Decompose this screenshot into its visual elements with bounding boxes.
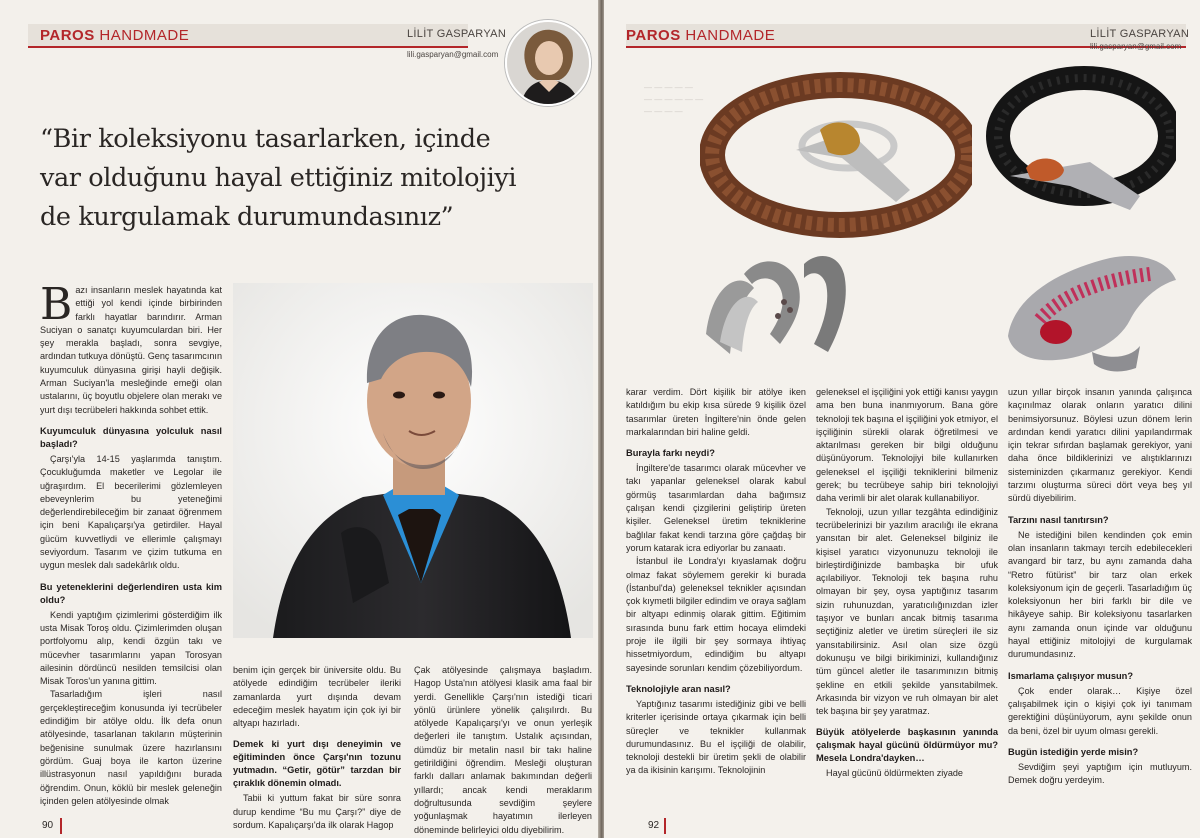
page-number: 90 [42,820,54,831]
drop-cap: B [40,279,73,330]
author-name: LİLİT GASPARYAN [407,28,507,40]
page-number-bar [664,818,666,834]
author-email: lili.gasparyan@gmail.com [407,50,499,59]
answer-paragraph: Tasarladığım işleri nasıl gerçekleştireceğim konusunda iyi tecrübeler edindiğim bir atölye oldu. İlk defa onun atölyesinde, tasarlanan takıların müşterinin beğenisine sunulmak üzere hazırlansını gördüm. Guaj boya ile karton üzerine illüstrasyonun nasıl yapıldığını burada öğrendim. Onun, köklü bir meslek geleneğin içinden gelen atölyesinde olmak [40,689,222,806]
answer-paragraph: İstanbul ile Londra'yı kıyaslamak doğru olmaz fakat söylemem gerekir ki burada (İstanbul'da) geleneksel teknikler açısından çok kıymetli bilgiler edindim ve oraya sağlam bir altyapı edinmiş olarak gittim. Eğitimim sırasında bunu fark ettim hocaya elimdeki proje ile ilgili bir şey sormaya ihtiyaç hissetmiyordum, edindiğim bu altyapı sayesinde sorunları kendim çözebiliyordum. [626,556,806,673]
spiked-ring-photo [1000,240,1182,374]
belt-black-photo [980,56,1176,234]
right-page [604,0,1200,838]
answer-paragraph: Teknoloji, uzun yıllar tezgâhta edindiğiniz tecrübelerinizi bir yazılım aracılığı ile ekrana yansıtan bir alet. Geleneksel bilginiz ile kişisel yaratıcı vizyonunuzu teknoloji ile birleştirdiğinizde bambaşka bir ufuk açılabiliyor. Teknoloji tek başına ruhu olmayan bir şey, oysa yaptığınız tasarım sizin ruhunuzdan, yaratıcılığınızdan izler taşıyor ve bunları ancak bitmiş tasarıma seçtiğiniz aletler ve üretim süreçleri ile siz yansıtabilirsiniz. Asıl olan size özgü dokunuşu ve bilgi birikiminizi, kullandığınız tüm güncel aletler ile tasarımınızın bitmiş şekline en etkili şekilde yansıtabilmek. Arkasında bir vizyon ve ruh olmayan bir alet tek başına bir şey yaratmaz. [816,506,998,717]
question-heading: Teknolojiyle aran nasıl? [626,683,731,694]
question-heading: Büyük atölyelerde başkasının yanında çalışmak hayal gücünü öldürmüyor mu? Mesela Londra'dayken… [816,727,998,764]
left-column-1 [40,279,222,808]
page-number-bar [60,818,62,834]
brand-thin: HANDMADE [94,26,190,44]
intro-paragraph: azı insanların meslek hayatında kat ettiği yol kendi içinde birbirinden farklı hayatlar barındırır. Arman Suciyan o sanatçı kuyumculardan biri. Her şey merakla başladı, sonra sevgiye, ardından tutkuya dönüştü. Genç tasarımcının kuyumculuk dünyasına girişi hayli değişik. Arman Suciyan'la mesleğinde emeği olan ustalarını, üç boyutlu objelere olan merakı ve yurt dışı tecrübeleri hakkında sohbet ettik. [40,285,222,415]
show-through-text: — — — — — — — — — — — — — — — [644,83,704,116]
author-name: LİLİT GASPARYAN [1090,28,1190,40]
answer-paragraph: Sevdiğim şeyi yaptığım için mutluyum. Demek doğru yerdeyim. [1008,761,1192,786]
question-heading: Demek ki yurt dışı deneyimin ve eğitiminden önce Çarşı'nın tozunu yutmadın. “Getir, götür” tarzdan bir çıraklık dönemin olmadı. [233,739,401,789]
right-column-2 [816,386,998,781]
left-column-3 [414,664,592,837]
answer-paragraph: uzun yıllar birçok insanın yanında çalışınca kaçınılmaz olarak onların yaratıcı dilini benimsiyorsunuz. Böylesi uzun dönem lerin ardından kendi yaratıcı dilini yapılandırmak için tekrar sıfırdan başlamak gerekiyor, yani daha önce bildiklerinizi ve alıştıklarınızı sisteminizden çıkarmanız gerekiyor. Kendi tarzımı oluşturma süreci dört veya beş yıl sürdü diyebilirim. [1008,387,1192,504]
brand-bold: PAROS [40,26,95,44]
question-heading: Burayla farkı neydi? [626,448,715,459]
answer-paragraph: Çok ender olarak… Kişiye özel çalışabilmek için o kişiyi çok iyi tanımam gerektiğini düşünüyorum, aynı şekilde onun da beni, özel bir uyum olması gerekli. [1008,685,1192,736]
answer-paragraph: Yaptığınız tasarımı istediğiniz gibi ve belli kriterler içerisinde ortaya çıkarmak için belli süreçler ve teknikler kullanmak durumundasınız. Bu el işçiliği de olabilir, teknoloji destekli bir üretim şekli de olabilir ya da ikisinin karışımı. Teknolojinin [626,698,806,776]
question-heading: Tarzını nasıl tanıtırsın? [1008,514,1109,525]
answer-paragraph: Ne istediğini bilen kendinden çok emin olan insanların takmayı tercih edebilecekleri avangard bir tarz, bu aynı zamanda daha “Retro fütürist” bir tarz olan erkek koleksiyonum için de geçerli. Tasarladığım üç koleksiyonun her biri farklı bir dile ve hikâyeye sahip. Bir koleksiyonu tasarlarken aynı zamanda onun içinde var olduğunu hayal ettiğiniz mitolojiyi de kurgulamak durumundasınız. [1008,529,1192,660]
question-heading: Bugün istediğin yerde misin? [1008,746,1139,757]
answer-paragraph: Kendi yaptığım çizimlerimi gösterdiğim ilk usta Misak Toroş oldu. Çizimlerimden oluşan portfolyomu alıp, kendi özgün takı ve mücevher tasarımlarını yapan Torosyan ailesinin dördüncü nesilden temsilcisi olan Misak Toros'un yanına gittim. [40,609,222,687]
question-heading: Ismarlama çalışıyor musun? [1008,670,1134,681]
answer-paragraph: benim için gerçek bir üniversite oldu. Bu atölyede edindiğim tecrübeler ileriki zamanlarda yurt dışında devam edeceğim meslek hayatım için çok iyi bir altyapı hazırladı. [233,665,401,729]
header-rule [28,46,468,48]
right-column-3 [1008,386,1192,787]
belt-brown-photo [700,60,972,238]
brand-bold: PAROS [626,26,681,44]
question-heading: Bu yeteneklerini değerlendiren usta kim oldu? [40,581,222,605]
answer-paragraph: İngiltere'de tasarımcı olarak mücevher ve takı yapanlar geleneksel olarak kabul görmüş tasarımlardan daha bağımsız çalışan kendi çizgilerini geliştirip üreten kişiler. Geleneksel üretim tekniklerine bağlılar fakat kendi tarzına göre çağdaş bir yorum katarak icra ediyorlar bu zanaatı. [626,463,806,553]
answer-paragraph: Hayal gücünü öldürmekten ziyade [826,768,963,779]
headline: “Bir koleksiyonu tasarlarken, içinde var olduğunu hayal ettiğiniz mitolojiyi de kurgulamak durumundasınız” [40,124,517,232]
brand-thin: HANDMADE [680,26,776,44]
brand-logo [626,24,775,46]
answer-paragraph: Çarşı'yla 14-15 yaşlarımda tanıştım. Çocukluğumda maketler ve Legolar ile uğraşırdım. El becerilerimi gözlemleyen ebeveynlerim bu yeteneğimi değerlendirebileceğim bir zanaat öğrenmem için beni Kapalıçarşı'ya getirdiler. Hayal gücüm kuvvetliydi ve ellerimle çalışmayı seviyordum. Tasarım ve çizim tutkuma en uygun meslek dalı sadekârlık oldu. [40,453,222,571]
claw-earrings-photo [700,244,864,362]
portrait-photo [233,283,593,638]
brand-logo [40,24,189,46]
left-column-2 [233,664,401,832]
answer-paragraph: geleneksel el işçiliğini yok ettiği kanısı yaygın ama ben buna inanmıyorum. Bana göre teknoloji tek başına el işçiliğini yok etmiyor, el işçiliğinin sürekli olarak öğretilmesi ve aktarılması gereken bir bilgi olduğunu düşünüyorum. Teknolojiyi bile kullanırken geleneksel el işçiliği tekniklerini bilmeniz gerek; bu tecrübeye sahip biri teknolojiyi daha verimli bir alet olarak kullanabiliyor. [816,387,998,504]
right-column-1 [626,386,806,778]
answer-paragraph: Tabii ki yuttum fakat bir süre sonra durup kendime “Bu mu Çarşı?” diye de sordum. Kapalıçarşı'da ilk olarak Hagop [233,793,401,831]
page-number: 92 [648,820,660,831]
answer-paragraph: Çak atölyesinde çalışmaya başladım. Hagop Usta'nın atölyesi klasik ama faal bir yerdi. Genellikle Çarşı'nın istediği ticari yönlü ürünlere yönelik çalışılırdı. Bu atölyede Kapalıçarşı'yı ve onun yerleşik değerleri ile tanıştım. Ustalık açısından, dümdüz bir metalin nasıl bir takı haline getirildiğini öğrendim. Mesleği oluşturan farklı dalları anlamak bakımından değerli yıllardı; ancak kendi meraklarım doğrultusunda sevdiğim şeylere yoğunlaşmak hayatımın ilerleyen döneminde belirleyici oldu diyebilirim. [414,665,592,835]
answer-paragraph: karar verdim. Dört kişilik bir atölye iken katıldığım bu ekip kısa sürede 9 kişilik özel tasarımlar üreten İngiltere'nin önde gelen markalarından biri haline geldi. [626,387,806,437]
author-email: lili.gasparyan@gmail.com [1090,42,1182,51]
author-avatar [505,20,591,106]
question-heading: Kuyumculuk dünyasına yolculuk nasıl başladı? [40,425,222,449]
